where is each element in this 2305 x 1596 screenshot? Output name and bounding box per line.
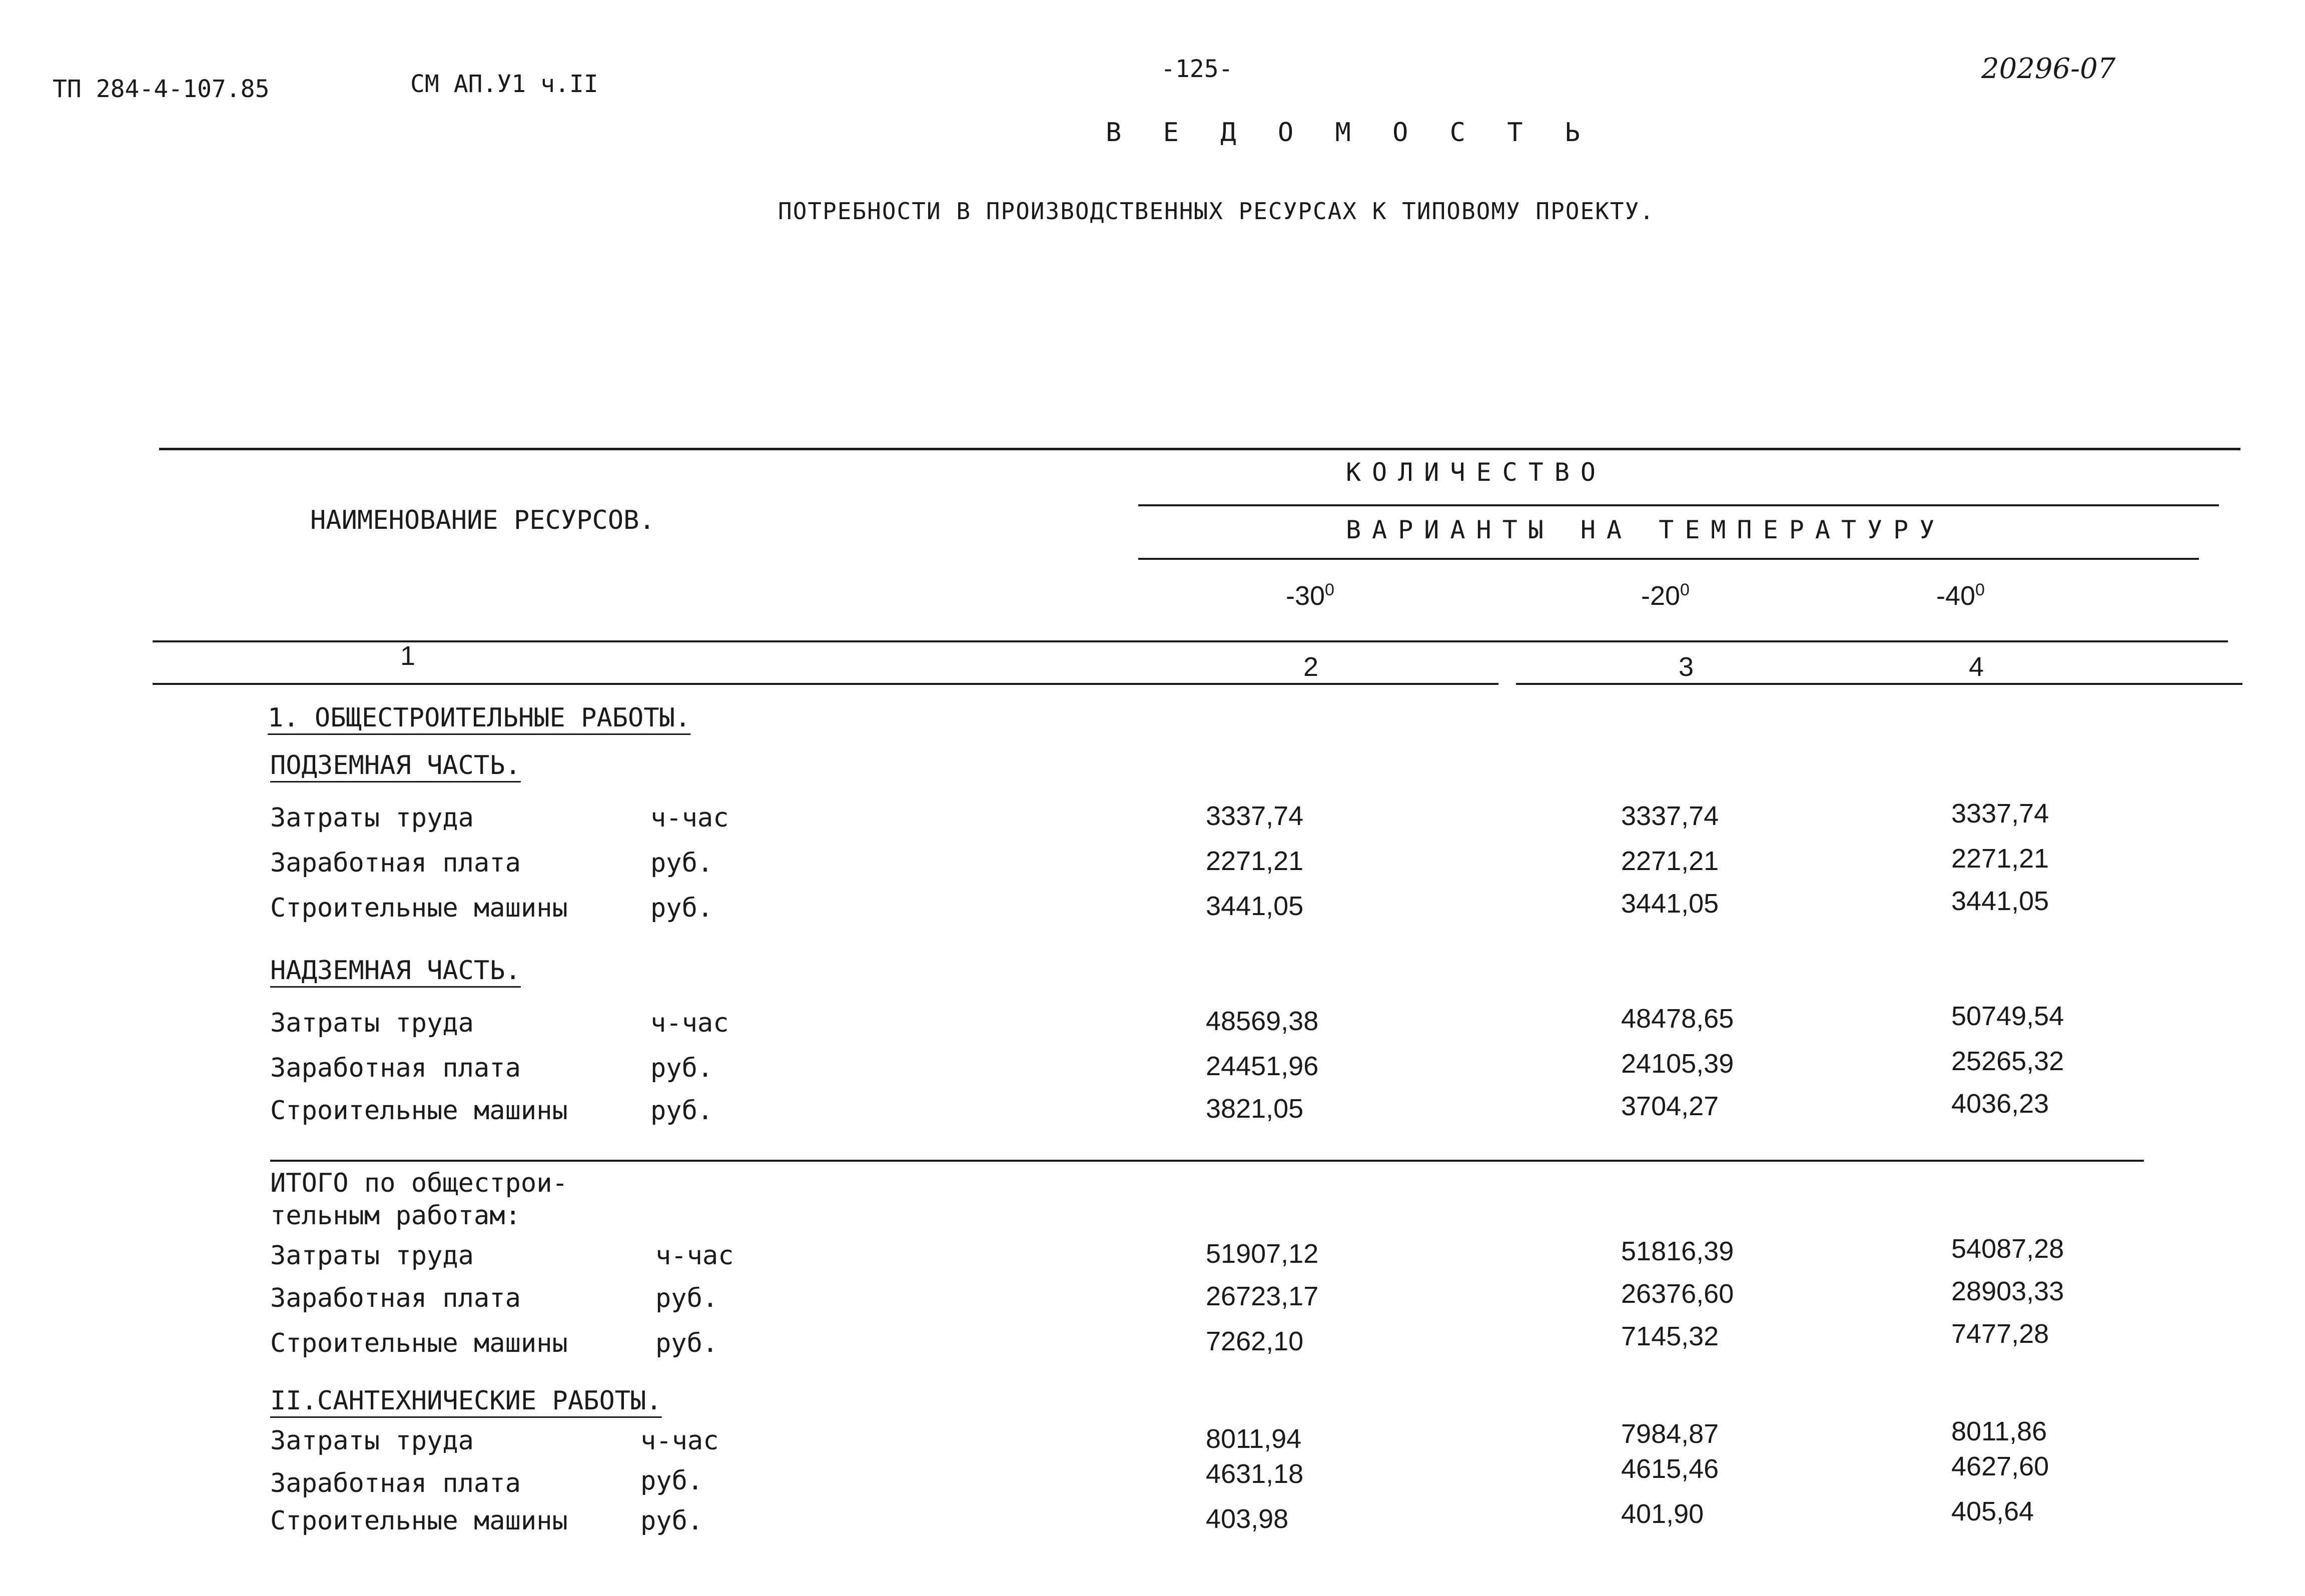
colnum-rule-right — [1516, 683, 2242, 685]
col-number-3: 3 — [1679, 652, 1694, 682]
album-code: СМ АП.У1 ч.II — [410, 70, 598, 98]
name-column-header: НАИМЕНОВАНИЕ РЕСУРСОВ. — [310, 505, 655, 535]
variants-rule — [1138, 558, 2199, 560]
subtotal-rule — [270, 1160, 2144, 1162]
table-top-rule — [159, 448, 2240, 450]
col-number-1: 1 — [400, 641, 416, 671]
variants-header: ВАРИАНТЫ НА ТЕМПЕРАТУРУ — [1346, 515, 1946, 544]
doc-code: ТП 284-4-107.85 — [53, 75, 270, 103]
subtotal-title-line-1: ИТОГО по общестрои- — [270, 1168, 568, 1198]
section-general-title: 1. ОБЩЕСТРОИТЕЛЬНЫЕ РАБОТЫ. — [268, 703, 691, 733]
qty-rule — [1138, 504, 2219, 506]
temp-col-2: $-20^0$ — [1641, 580, 1690, 611]
section-plumbing-title: II.САНТЕХНИЧЕСКИЕ РАБОТЫ. — [270, 1386, 662, 1416]
archive-number: 20296-07 — [1981, 53, 2116, 85]
col-number-4: 4 — [1969, 652, 1984, 682]
header-rule — [153, 640, 2228, 642]
temp-col-3: $-40^0$ — [1936, 580, 1985, 611]
document-title: В Е Д О М О С Т Ь — [1106, 118, 1594, 148]
colnum-rule-left — [153, 683, 1498, 685]
document-subtitle: ПОТРЕБНОСТИ В ПРОИЗВОДСТВЕННЫХ РЕСУРСАХ К ТИПОВОМУ ПРОЕКТУ. — [778, 198, 1655, 225]
page-number: -125- — [1161, 55, 1233, 83]
section-aboveground-title: НАДЗЕМНАЯ ЧАСТЬ. — [270, 956, 521, 986]
subtotal-title-line-2: тельным работам: — [270, 1201, 521, 1231]
temp-col-1: $-30^0$ — [1286, 580, 1334, 611]
quantity-header: КОЛИЧЕСТВО — [1346, 458, 1607, 487]
section-underground-title: ПОДЗЕМНАЯ ЧАСТЬ. — [270, 750, 521, 780]
col-number-2: 2 — [1303, 652, 1319, 682]
